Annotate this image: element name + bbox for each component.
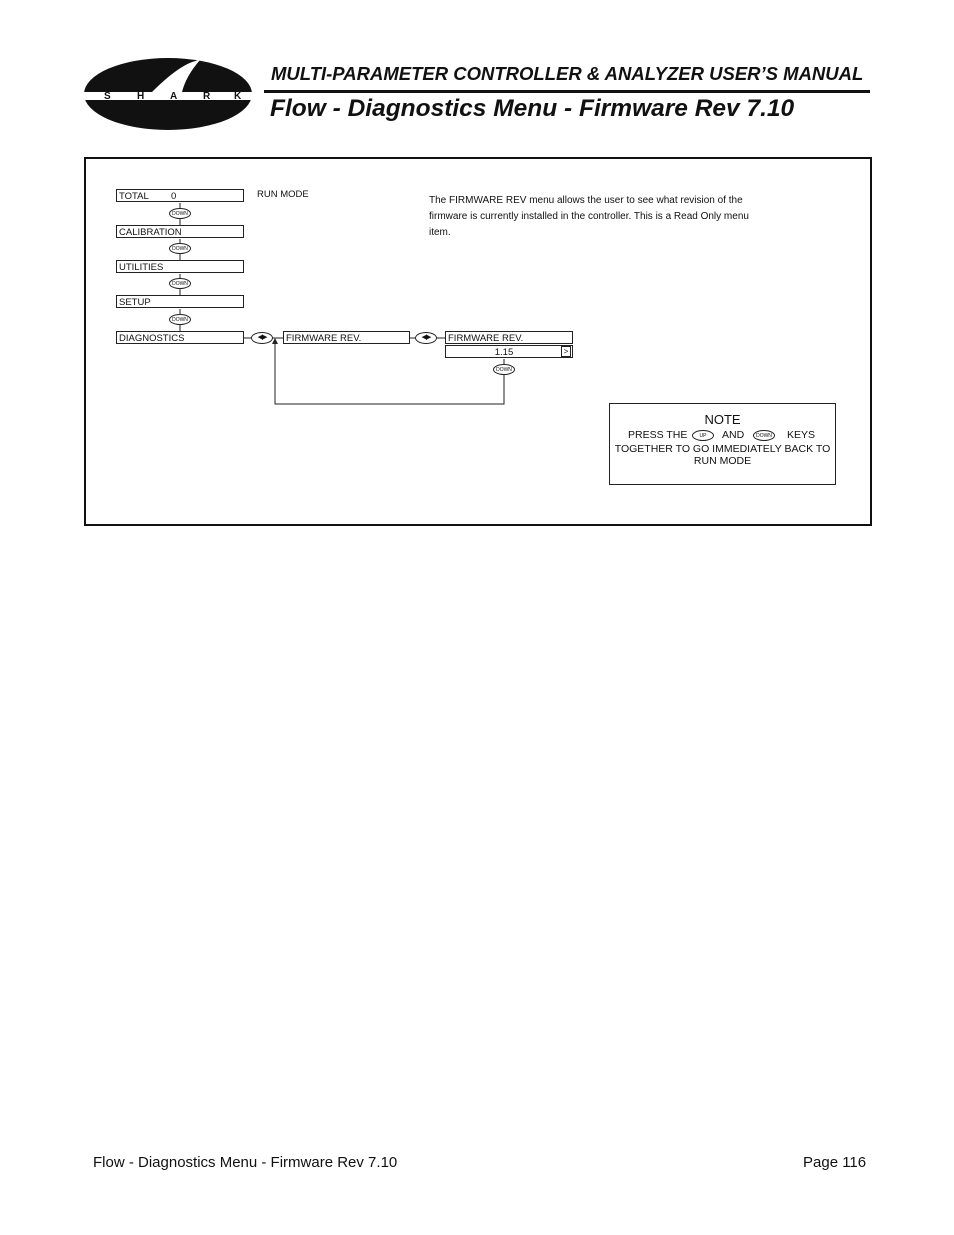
menu-setup-label: SETUP	[119, 297, 151, 308]
firmware-detail-label: FIRMWARE REV.	[448, 333, 524, 344]
menu-calibration[interactable]	[116, 225, 244, 238]
firmware-rev-label: FIRMWARE REV.	[286, 333, 362, 344]
page-number: Page 116	[803, 1154, 867, 1171]
menu-utilities-label: UTILITIES	[119, 262, 164, 273]
menu-calibration-label: CALIBRATION	[119, 227, 182, 238]
footer-title: Flow - Diagnostics Menu - Firmware Rev 7.10	[93, 1154, 398, 1171]
note-line-3: RUN MODE	[693, 455, 752, 467]
left-right-key-icon[interactable]: ◀▶	[251, 332, 273, 344]
down-key-icon[interactable]: DOWN	[169, 278, 191, 289]
manual-subtitle: MULTI-PARAMETER CONTROLLER & ANALYZER USER’S MANUAL	[271, 63, 864, 84]
menu-diagnostics-label: DIAGNOSTICS	[119, 333, 185, 344]
down-key-icon: DOWN	[753, 430, 775, 441]
firmware-rev-detail	[445, 331, 573, 344]
left-right-key-icon[interactable]: ◀▶	[415, 332, 437, 344]
next-arrow-icon[interactable]: >	[561, 346, 571, 357]
down-key-icon[interactable]: DOWN	[493, 364, 515, 375]
down-key-icon[interactable]: DOWN	[169, 314, 191, 325]
note-press-the: PRESS THE	[628, 429, 688, 441]
note-box	[609, 403, 836, 485]
logo-letter: S	[104, 91, 111, 102]
menu-utilities[interactable]	[116, 260, 244, 273]
menu-total-label: TOTAL	[119, 191, 149, 202]
logo-letter: K	[234, 91, 242, 102]
logo-letter: R	[203, 91, 211, 102]
menu-diagnostics[interactable]	[116, 331, 244, 344]
note-keys: KEYS	[787, 429, 816, 441]
firmware-rev-menu[interactable]	[283, 331, 410, 344]
down-key-icon[interactable]: DOWN	[169, 243, 191, 254]
run-mode-label: RUN MODE	[257, 189, 309, 200]
menu-setup[interactable]	[116, 295, 244, 308]
note-line-1	[610, 429, 835, 443]
down-key-icon[interactable]: DOWN	[169, 208, 191, 219]
menu-total-value: 0	[171, 191, 177, 202]
note-line-2: TOGETHER TO GO IMMEDIATELY BACK TO	[614, 443, 831, 455]
firmware-value-box	[445, 345, 573, 358]
logo-letter: A	[170, 91, 178, 102]
note-title: NOTE	[704, 412, 741, 427]
up-key-icon: UP	[692, 430, 714, 441]
logo-letter: H	[137, 91, 145, 102]
firmware-value: 1.15	[494, 347, 514, 358]
page-title: Flow - Diagnostics Menu - Firmware Rev 7.10	[270, 95, 795, 122]
menu-total[interactable]	[116, 189, 244, 202]
firmware-description: The FIRMWARE REV menu allows the user to see what revision of the firmware is currently installed in the controller. This is a Read Only menu item.	[429, 195, 749, 238]
note-and: AND	[722, 429, 745, 441]
